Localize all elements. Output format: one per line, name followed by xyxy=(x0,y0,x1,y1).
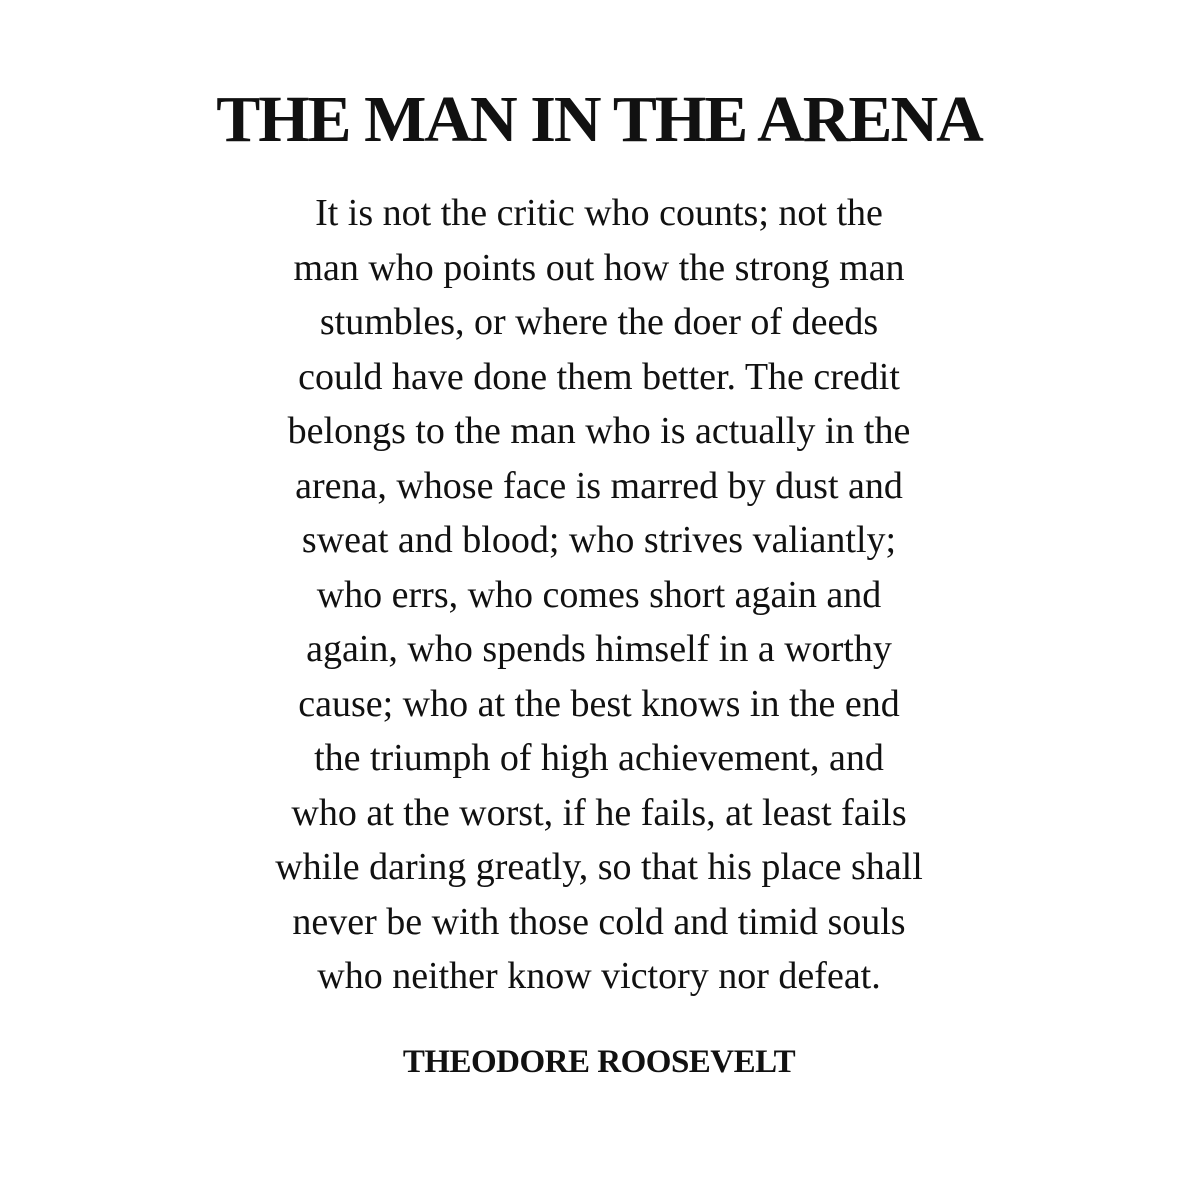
quote-line: while daring greatly, so that his place shall xyxy=(275,846,923,888)
quote-line: never be with those cold and timid souls xyxy=(292,900,906,943)
quote-body xyxy=(0,186,1198,1004)
quote-line: man who points out how the strong man xyxy=(293,246,905,289)
quote-line: sweat and blood; who strives valiantly; xyxy=(301,519,897,561)
quote-line: who at the worst, if he fails, at least fails xyxy=(291,791,907,834)
quote-line: arena, whose face is marred by dust and xyxy=(295,464,903,507)
quote-line: cause; who at the best knows in the end xyxy=(298,682,900,725)
quote-line: belongs to the man who is actually in the xyxy=(287,410,911,452)
quote-line: the triumph of high achievement, and xyxy=(314,737,884,779)
page-title: THE MAN IN THE ARENA xyxy=(216,83,982,156)
quote-line: again, who spends himself in a worthy xyxy=(306,628,892,670)
quote-line: who neither know victory nor defeat. xyxy=(317,955,881,997)
quote-line: who errs, who comes short again and xyxy=(316,573,882,616)
quote-line: It is not the critic who counts; not the xyxy=(315,192,883,234)
author-attribution: THEODORE ROOSEVELT xyxy=(402,1044,796,1080)
quote-line: could have done them better. The credit xyxy=(298,355,900,398)
quote-line: stumbles, or where the doer of deeds xyxy=(319,301,879,343)
